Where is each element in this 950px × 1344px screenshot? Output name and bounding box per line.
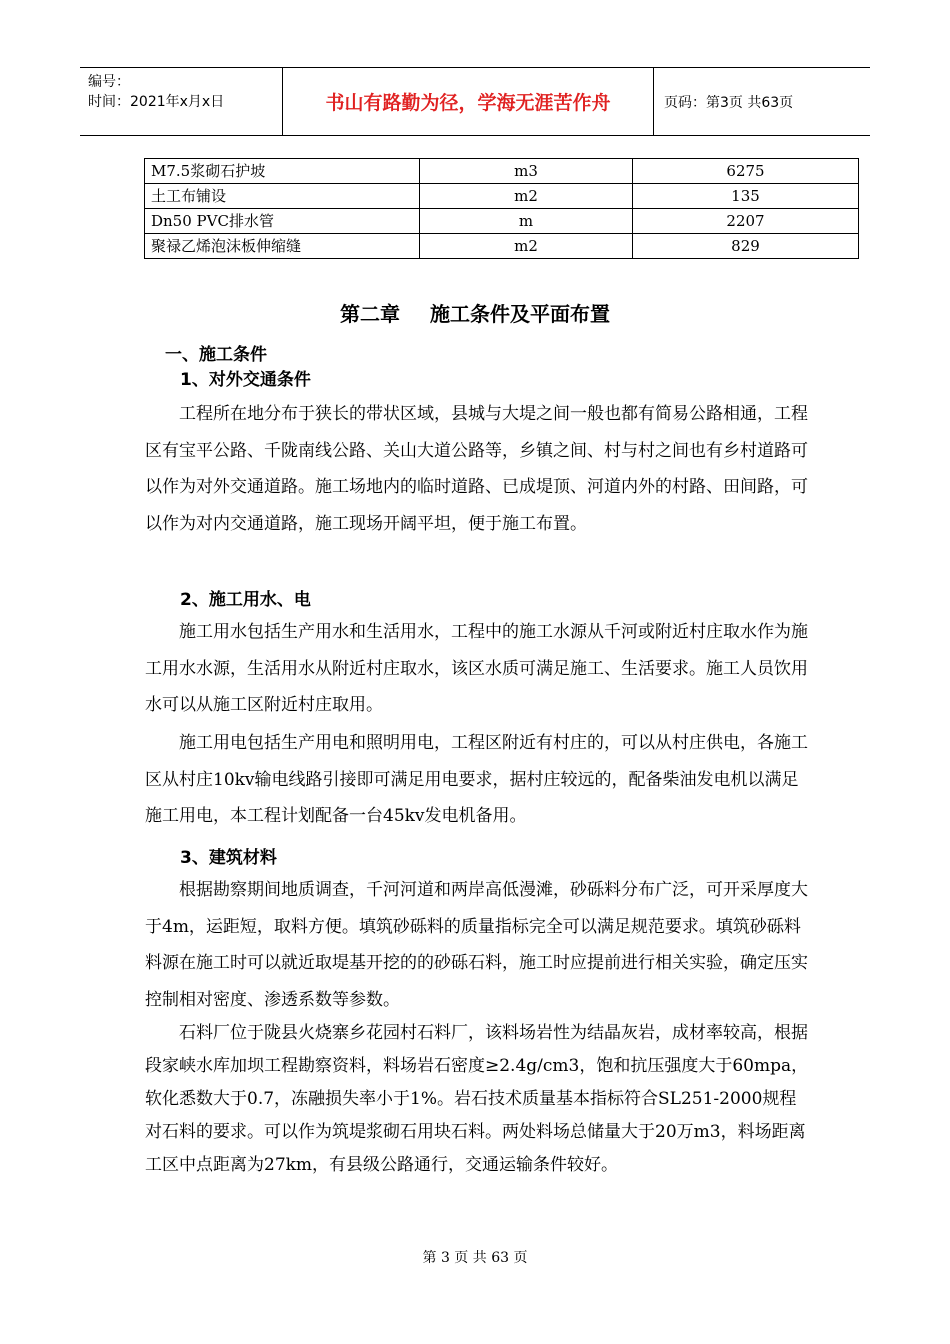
chapter-title: 施工条件及平面布置 [430,302,610,326]
paragraph-gravel: 根据勘察期间地质调查，千河河道和两岸高低漫滩，砂砾料分布广泛，可开采厚度大于4m，运距短，取料方便。填筑砂砾料的质量指标完全可以满足规范要求。填筑砂砾料料源在施工时可以就近取堤基开挖的的砂砾石料，施工时应提前进行相关实验，确定压实控制相对密度、渗透系数等参数。 [145,880,808,1010]
section-heading-construction-conditions: 一、施工条件 [165,345,267,365]
chapter-number: 第二章 [340,302,400,326]
table-cell-unit: m2 [420,184,633,209]
table-cell-item: 土工布铺设 [145,184,420,209]
header-meta [80,68,283,135]
header-page-info: 页码：第3页 共63页 [664,94,794,111]
table-cell-unit: m3 [420,159,633,184]
table-row [145,209,859,234]
subsection-heading-transport: 1、对外交通条件 [180,370,311,390]
paragraph-quarry: 石料厂位于陇县火烧寨乡花园村石料厂，该料场岩性为结晶灰岩，成材率较高，根据段家峡水库加坝工程勘察资料，料场岩石密度≥2.4g/cm3，饱和抗压强度大于60mpa，软化悉数大于0.7，冻融损失率小于1%。岩石技术质量基本指标符合SL251-2000规程对石料的要求。可以作为筑堤浆砌石用块石料。两处料场总储量大于20万m3，料场距离工区中点距离为27km，有县级公路通行，交通运输条件较好。 [145,1023,809,1175]
table-cell-item: M7.5浆砌石护坡 [145,159,420,184]
paragraph-power: 施工用电包括生产用电和照明用电，工程区附近有村庄的，可以从村庄供电，各施工区从村庄10kv输电线路引接即可满足用电要求，据村庄较远的，配备柴油发电机以满足施工用电，本工程计划配备一台45kv发电机备用。 [145,733,808,826]
subsection-heading-water-power: 2、施工用水、电 [180,590,311,610]
subsection-heading-materials: 3、建筑材料 [180,848,277,868]
table-cell-unit: m [420,209,633,234]
page-header [80,67,870,136]
table-cell-quantity: 829 [633,234,859,259]
table-cell-quantity: 6275 [633,159,859,184]
table-row [145,234,859,259]
table-row [145,159,859,184]
table-cell-quantity: 2207 [633,209,859,234]
table-cell-unit: m2 [420,234,633,259]
quantity-table [144,158,859,259]
table-cell-item: 聚禄乙烯泡沫板伸缩缝 [145,234,420,259]
header-number-label: 编号： [88,74,130,90]
table-row [145,184,859,209]
table-cell-item: Dn50 PVC排水管 [145,209,420,234]
paragraph-water: 施工用水包括生产用水和生活用水，工程中的施工水源从千河或附近村庄取水作为施工用水水源，生活用水从附近村庄取水，该区水质可满足施工、生活要求。施工人员饮用水可以从施工区附近村庄取用。 [145,622,808,715]
paragraph-transport: 工程所在地分布于狭长的带状区域，县城与大堤之间一般也都有简易公路相通，工程区有宝平公路、千陇南线公路、关山大道公路等，乡镇之间、村与村之间也有乡村道路可以作为对外交通道路。施工场地内的临时道路、已成堤顶、河道内外的村路、田间路，可以作为对内交通道路，施工现场开阔平坦，便于施工布置。 [145,404,808,534]
header-time-label: 时间：2021年x月x日 [88,94,225,110]
table-cell-quantity: 135 [633,184,859,209]
chapter-heading [0,298,950,327]
header-motto: 书山有路勤为径，学海无涯苦作舟 [283,68,654,135]
page-footer: 第 3 页 共 63 页 [422,1250,528,1266]
